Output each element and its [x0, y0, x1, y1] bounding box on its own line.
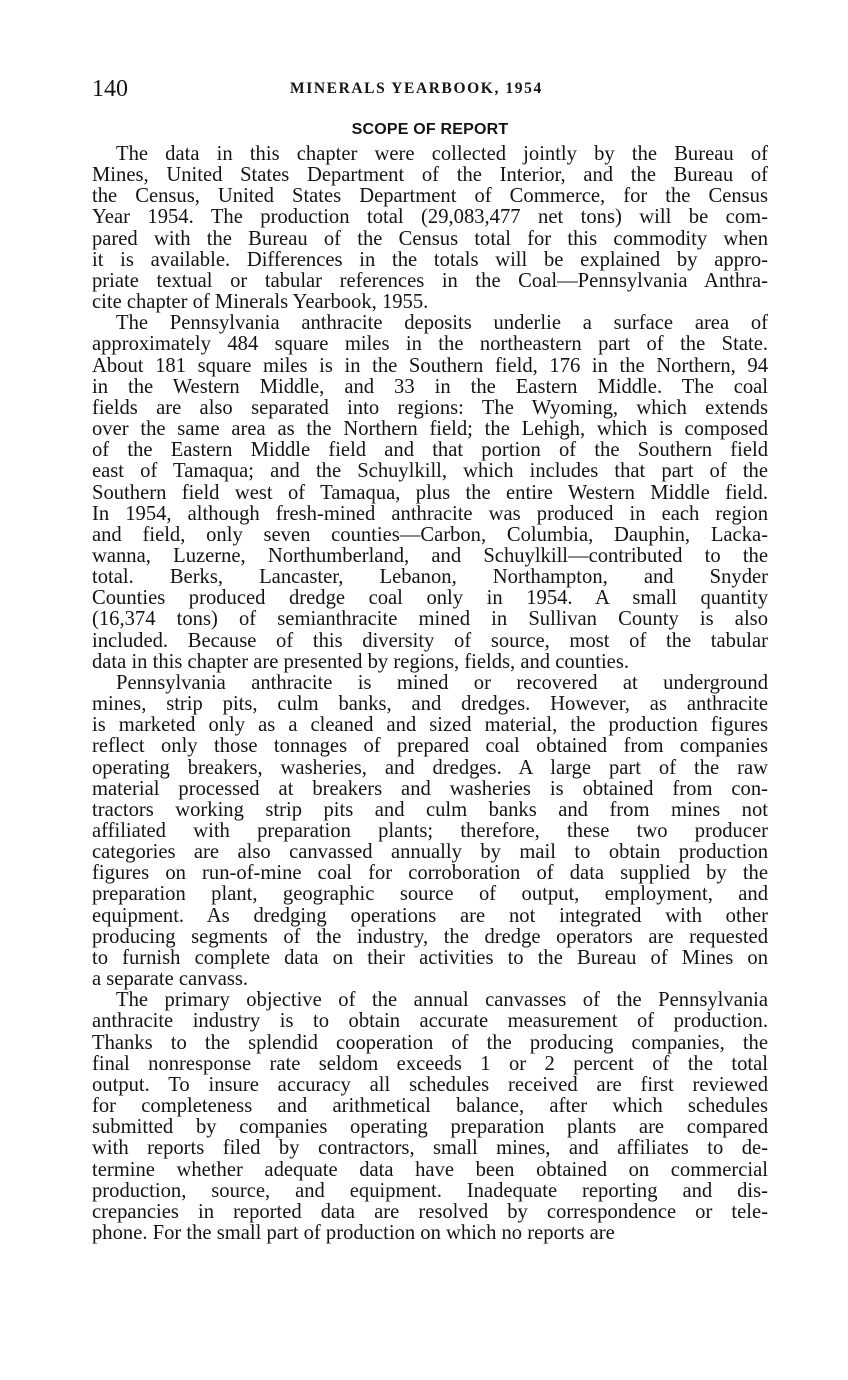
running-head-title: MINERALS YEARBOOK, 1954 [290, 80, 543, 97]
paragraph [92, 673, 768, 990]
text-line: material processed at breakers and washeries is obtained from con- [92, 777, 768, 800]
text-line: fields are also separated into regions: The Wyoming, which extends [92, 396, 768, 419]
text-line: Thanks to the splendid cooperation of the producing companies, the [92, 1031, 768, 1054]
text-line: over the same area as the Northern field; the Lehigh, which is composed [92, 418, 768, 441]
text-line: Year 1954. The production total (29,083,477 net tons) will be com- [92, 206, 768, 229]
text-line: In 1954, although fresh-mined anthracite was produced in each region [92, 502, 768, 525]
text-line: production, source, and equipment. Inadequate reporting and dis- [92, 1179, 768, 1202]
text-line: The Pennsylvania anthracite deposits underlie a surface area of [116, 312, 768, 335]
text-line: affiliated with preparation plants; therefore, these two producer [92, 820, 768, 842]
text-line: Mines, United States Department of the Interior, and the Bureau of [92, 164, 768, 187]
paragraph [92, 990, 768, 1244]
text-line: east of Tamaqua; and the Schuylkill, which includes that part of the [92, 460, 768, 483]
text-line: output. To insure accuracy all schedules received are first reviewed [92, 1073, 768, 1096]
text-line: final nonresponse rate seldom exceeds 1 or 2 percent of the total [92, 1052, 768, 1075]
text-line: mines, strip pits, culm banks, and dredges. However, as anthracite [92, 693, 768, 716]
paragraph [92, 313, 768, 673]
running-head [92, 76, 768, 106]
page-number: 140 [92, 76, 128, 102]
text-line: included. Because of this diversity of source, most of the tabular [92, 629, 768, 652]
text-line: priate textual or tabular references in the Coal—Pennsylvania Anthra- [92, 269, 768, 292]
text-line: termine whether adequate data have been obtained on commercial [92, 1158, 768, 1181]
text-line: The data in this chapter were collected jointly by the Bureau of [116, 143, 768, 165]
text-line: the Census, United States Department of Commerce, for the Census [92, 185, 768, 208]
text-line: with reports filed by contractors, small mines, and affiliates to de- [92, 1137, 768, 1160]
body-text [92, 144, 768, 1244]
text-line: wanna, Luzerne, Northumberland, and Schuylkill—contributed to the [92, 544, 768, 567]
text-line: to furnish complete data on their activities to the Bureau of Mines on [92, 946, 768, 969]
text-line: submitted by companies operating preparation plants are compared [92, 1116, 768, 1139]
text-line: preparation plant, geographic source of output, employment, and [92, 883, 768, 906]
text-line: data in this chapter are presented by regions, fields, and counties. [92, 650, 629, 673]
section-heading: SCOPE OF REPORT [351, 121, 509, 138]
text-line: Counties produced dredge coal only in 1954. A small quantity [92, 587, 768, 610]
text-line: reflect only those tonnages of prepared coal obtained from companies [92, 735, 768, 758]
text-line: (16,374 tons) of semianthracite mined in Sullivan County is also [92, 608, 768, 631]
text-line: is marketed only as a cleaned and sized material, the production figures [92, 714, 768, 737]
text-line: phone. For the small part of production on which no reports are [92, 1221, 615, 1244]
document-page [92, 76, 768, 1244]
text-line: anthracite industry is to obtain accurate measurement of production. [92, 1010, 768, 1033]
paragraph [92, 144, 768, 313]
text-line: in the Western Middle, and 33 in the Eastern Middle. The coal [92, 375, 768, 398]
text-line: Pennsylvania anthracite is mined or recovered at underground [116, 671, 768, 694]
text-line: cite chapter of Minerals Yearbook, 1955. [92, 291, 429, 314]
text-line: of the Eastern Middle field and that portion of the Southern field [92, 439, 768, 462]
text-line: tractors working strip pits and culm banks and from mines not [92, 798, 768, 821]
text-line: About 181 square miles is in the Southern field, 176 in the Northern, 94 [92, 354, 768, 377]
text-line: for completeness and arithmetical balance, after which schedules [92, 1095, 768, 1118]
text-line: total. Berks, Lancaster, Lebanon, Northampton, and Snyder [92, 566, 768, 589]
text-line: operating breakers, washeries, and dredges. A large part of the raw [92, 756, 768, 779]
text-line: a separate canvass. [92, 968, 249, 991]
text-line: figures on run-of-mine coal for corroboration of data supplied by the [92, 862, 768, 885]
text-line: The primary objective of the annual canvasses of the Pennsylvania [116, 989, 768, 1012]
text-line: equipment. As dredging operations are not integrated with other [92, 904, 768, 927]
text-line: and field, only seven counties—Carbon, Columbia, Dauphin, Lacka- [92, 523, 768, 546]
text-line: it is available. Differences in the totals will be explained by appro- [92, 248, 768, 271]
text-line: approximately 484 square miles in the northeastern part of the State. [92, 333, 768, 356]
text-line: Southern field west of Tamaqua, plus the entire Western Middle field. [92, 481, 768, 504]
text-line: producing segments of the industry, the dredge operators are requested [92, 925, 768, 948]
text-line: crepancies in reported data are resolved by correspondence or tele- [92, 1200, 768, 1223]
text-line: categories are also canvassed annually by mail to obtain production [92, 841, 768, 864]
text-line: pared with the Bureau of the Census total for this commodity when [92, 227, 768, 250]
